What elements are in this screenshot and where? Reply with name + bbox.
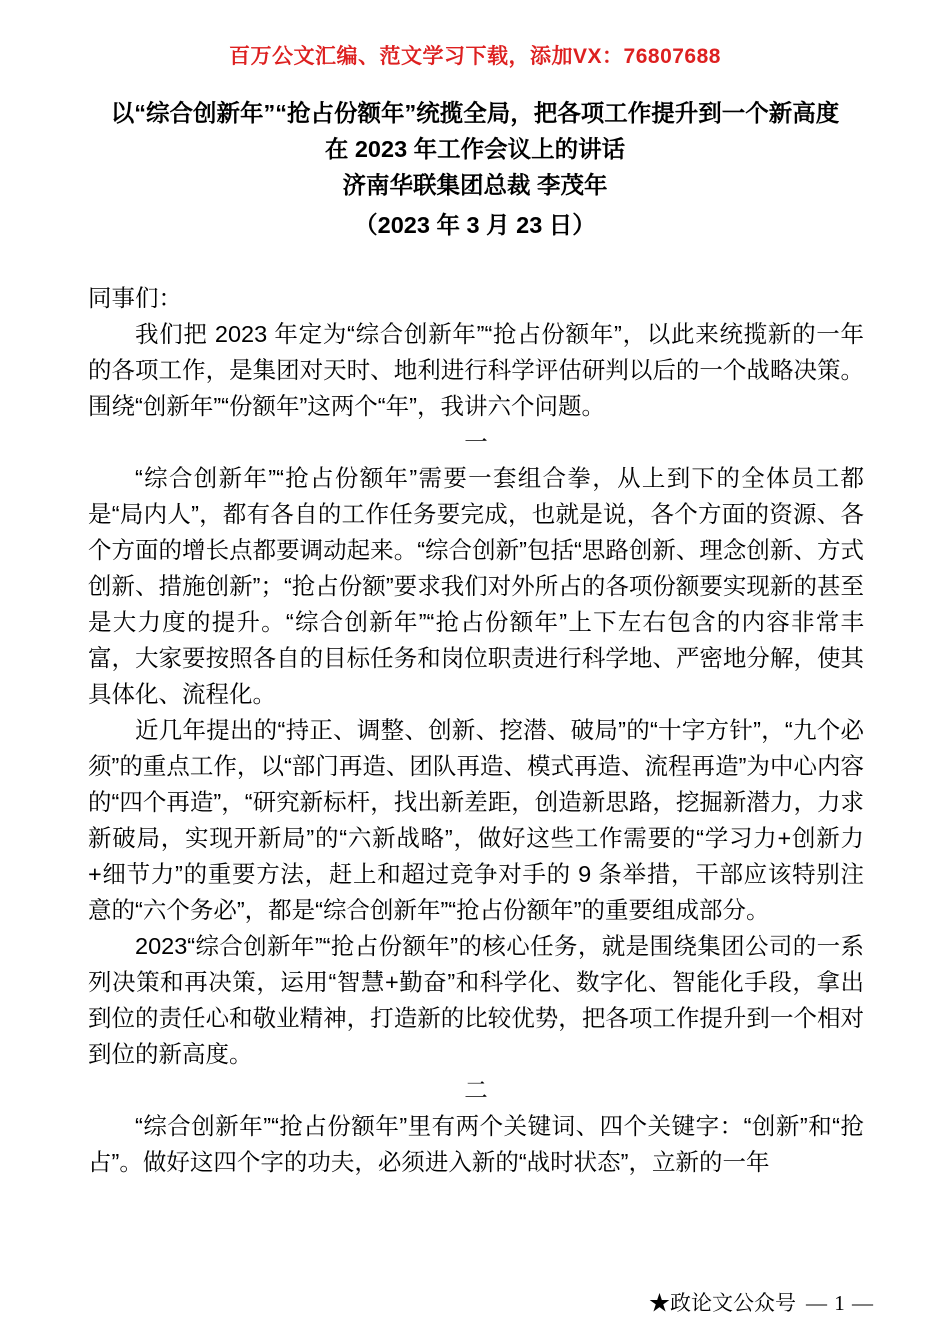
page-footer bbox=[0, 1288, 950, 1322]
promo-watermark-banner: 百万公文汇编、范文学习下载，添加VX：76807688 bbox=[229, 45, 721, 68]
document-date: （2023 年 3 月 23 日） bbox=[354, 212, 596, 238]
footer-star-mark: ★政论文公众号 bbox=[649, 1291, 796, 1315]
salutation: 同事们： bbox=[88, 285, 182, 311]
section-heading-two: 二 bbox=[464, 1077, 488, 1103]
paragraph-1: 我们把 2023 年定为“综合创新年”“抢占份额年”，以此来统揽新的一年的各项工作，是集团对天时、地利进行科学评估研判以后的一个战略决策。围绕“创新年”“份额年”这两个“年”，我讲六个问题。 bbox=[88, 321, 864, 419]
page-number: — 1 — bbox=[806, 1291, 874, 1315]
document-body bbox=[88, 280, 864, 1180]
document-title: 以“综合创新年”“抢占份额年”统揽全局，把各项工作提升到一个新高度 bbox=[110, 100, 840, 126]
section-heading-one: 一 bbox=[464, 429, 488, 455]
paragraph-4: 2023“综合创新年”“抢占份额年”的核心任务，就是围绕集团公司的一系列决策和再决策，运用“智慧+勤奋”和科学化、数字化、智能化手段，拿出到位的责任心和敬业精神，打造新的比较优势，把各项工作提升到一个相对到位的新高度。 bbox=[88, 933, 864, 1067]
paragraph-2: “综合创新年”“抢占份额年”需要一套组合拳，从上到下的全体员工都是“局内人”，都有各自的工作任务要完成，也就是说，各个方面的资源、各个方面的增长点都要调动起来。“综合创新”包括“思路创新、理念创新、方式创新、措施创新”；“抢占份额”要求我们对外所占的各项份额要实现新的甚至是大力度的提升。“综合创新年”“抢占份额年”上下左右包含的内容非常丰富，大家要按照各自的目标任务和岗位职责进行科学地、严密地分解，使其具体化、流程化。 bbox=[88, 465, 864, 707]
footer-content bbox=[649, 1288, 874, 1318]
title-block bbox=[88, 96, 862, 242]
paragraph-3: 近几年提出的“持正、调整、创新、挖潜、破局”的“十字方针”，“九个必须”的重点工作，以“部门再造、团队再造、模式再造、流程再造”为中心内容的“四个再造”，“研究新标杆，找出新差距，创造新思路，挖掘新潜力，力求新破局，实现开新局”的“六新战略”，做好这些工作需要的“学习力+创新力+细节力”的重要方法，赶上和超过竞争对手的 9 条举措，干部应该特别注意的“六个务必”，都是“综合创新年”“抢占份额年”的重要组成部分。 bbox=[88, 717, 864, 923]
paragraph-5: “综合创新年”“抢占份额年”里有两个关键词、四个关键字：“创新”和“抢占”。做好这四个字的功夫，必须进入新的“战时状态”，立新的一年 bbox=[88, 1113, 864, 1175]
document-byline: 济南华联集团总裁 李茂年 bbox=[342, 172, 608, 198]
document-subtitle: 在 2023 年工作会议上的讲话 bbox=[324, 136, 626, 162]
